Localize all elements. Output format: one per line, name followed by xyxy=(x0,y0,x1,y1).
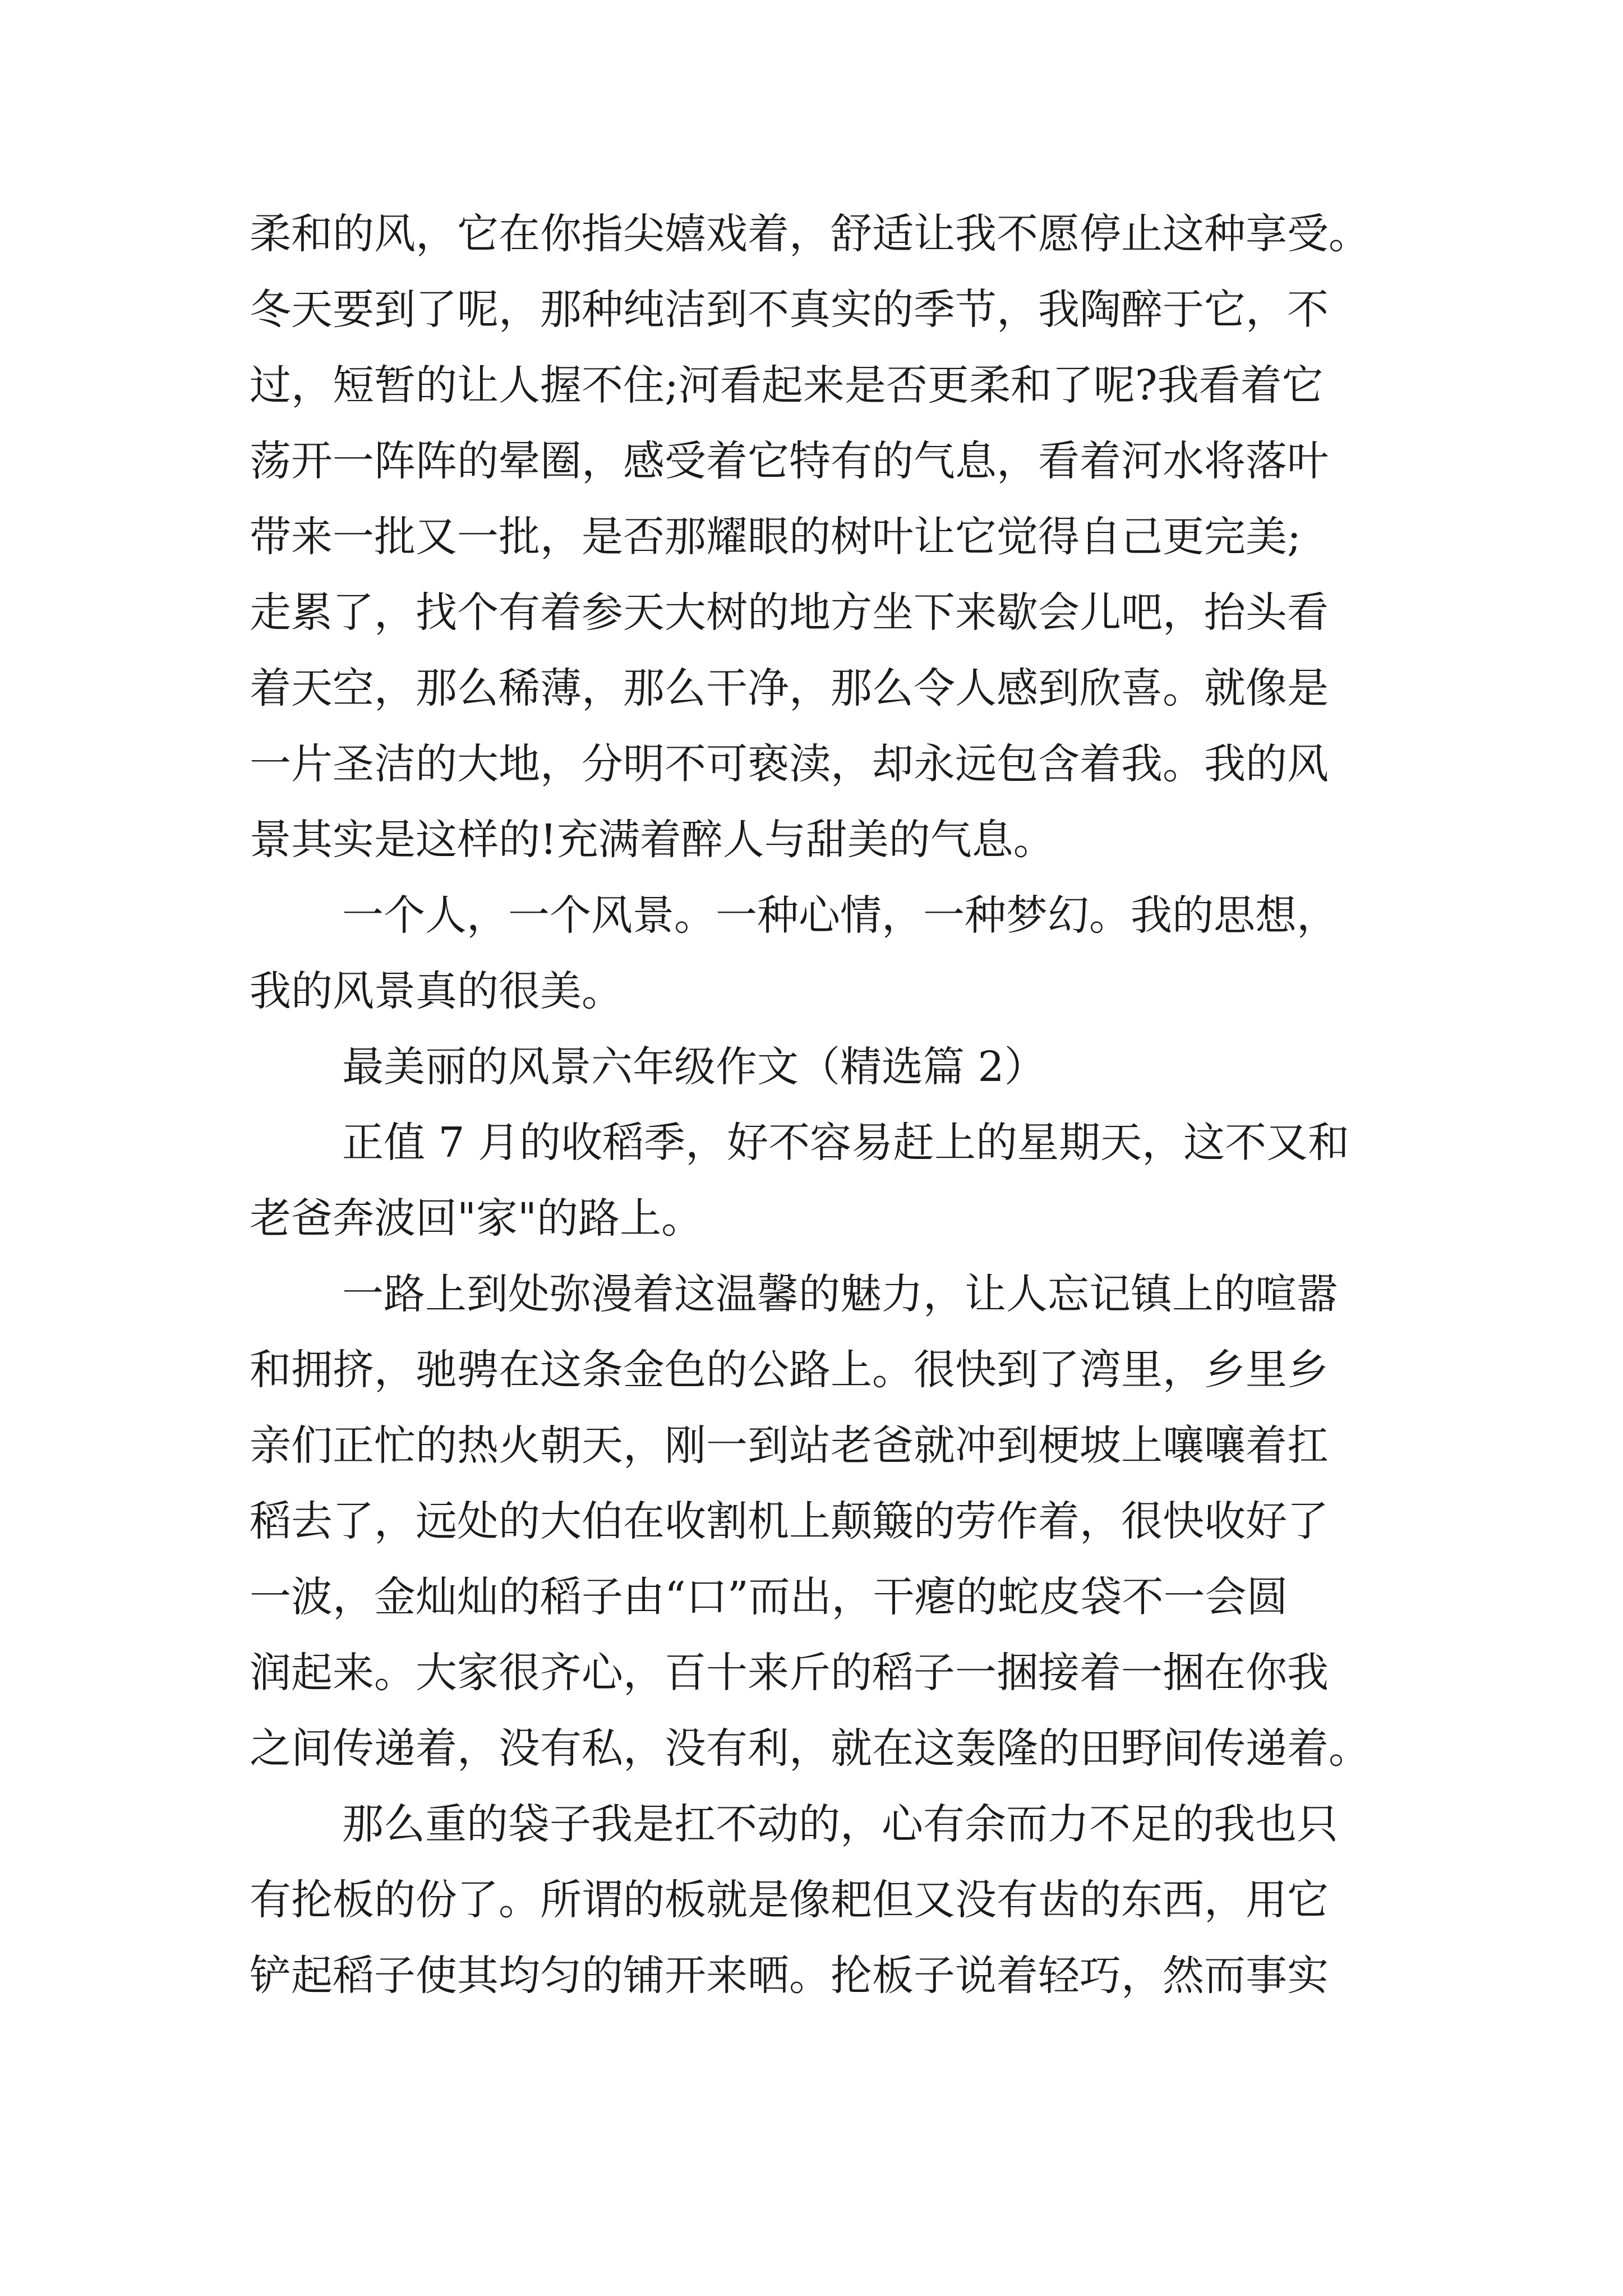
text-line: 亲们正忙的热火朝天，刚一到站老爸就冲到梗坡上嚷嚷着扛 xyxy=(250,1421,1329,1470)
text-line: 冬天要到了呢，那种纯洁到不真实的季节，我陶醉于它，不 xyxy=(250,286,1329,334)
text-line: 正值 7 月的收稻季，好不容易赶上的星期天，这不又和 xyxy=(342,1119,1350,1167)
text-line: 着天空，那么稀薄，那么干净，那么令人感到欣喜。就像是 xyxy=(250,664,1329,712)
text-line: 景其实是这样的!充满着醉人与甜美的气息。 xyxy=(250,816,1055,864)
text-line: 荡开一阵阵的晕圈，感受着它特有的气息，看着河水将落叶 xyxy=(250,437,1329,485)
text-line: 一片圣洁的大地，分明不可亵渎，却永远包含着我。我的风 xyxy=(250,740,1329,788)
text-line: 那么重的袋子我是扛不动的，心有余而力不足的我也只 xyxy=(342,1800,1338,1848)
text-line: 铲起稻子使其均匀的铺开来晒。抡板子说着轻巧，然而事实 xyxy=(250,1952,1329,2000)
text-line: 一路上到处弥漫着这温馨的魅力，让人忘记镇上的喧嚣 xyxy=(342,1270,1338,1318)
text-line: 带来一批又一批，是否那耀眼的树叶让它觉得自己更完美; xyxy=(250,513,1301,561)
text-line: 润起来。大家很齐心，百十来斤的稻子一捆接着一捆在你我 xyxy=(250,1649,1329,1697)
text-line: 和拥挤，驰骋在这条金色的公路上。很快到了湾里，乡里乡 xyxy=(250,1346,1329,1394)
text-line: 之间传递着，没有私，没有利，就在这轰隆的田野间传递着。 xyxy=(250,1724,1370,1773)
text-line: 稻去了，远处的大伯在收割机上颠簸的劳作着，很快收好了 xyxy=(250,1497,1329,1545)
document-body xyxy=(250,196,1394,2014)
section-heading: 最美丽的风景六年级作文（精选篇 2） xyxy=(342,1043,1046,1091)
text-line: 一波，金灿灿的稻子由“口”而出，干瘪的蛇皮袋不一会圆 xyxy=(250,1573,1288,1621)
text-line: 过，短暂的让人握不住;河看起来是否更柔和了呢?我看着它 xyxy=(250,361,1324,409)
text-line: 有抡板的份了。所谓的板就是像耙但又没有齿的东西，用它 xyxy=(250,1876,1329,1924)
text-line: 我的风景真的很美。 xyxy=(250,967,623,1015)
text-line: 走累了，找个有着参天大树的地方坐下来歇会儿吧，抬头看 xyxy=(250,588,1329,637)
text-line: 一个人，一个风景。一种心情，一种梦幻。我的思想， xyxy=(342,891,1338,940)
text-line: 柔和的风，它在你指尖嬉戏着，舒适让我不愿停止这种享受。 xyxy=(250,210,1370,258)
text-line: 老爸奔波回"家"的路上。 xyxy=(250,1194,703,1243)
